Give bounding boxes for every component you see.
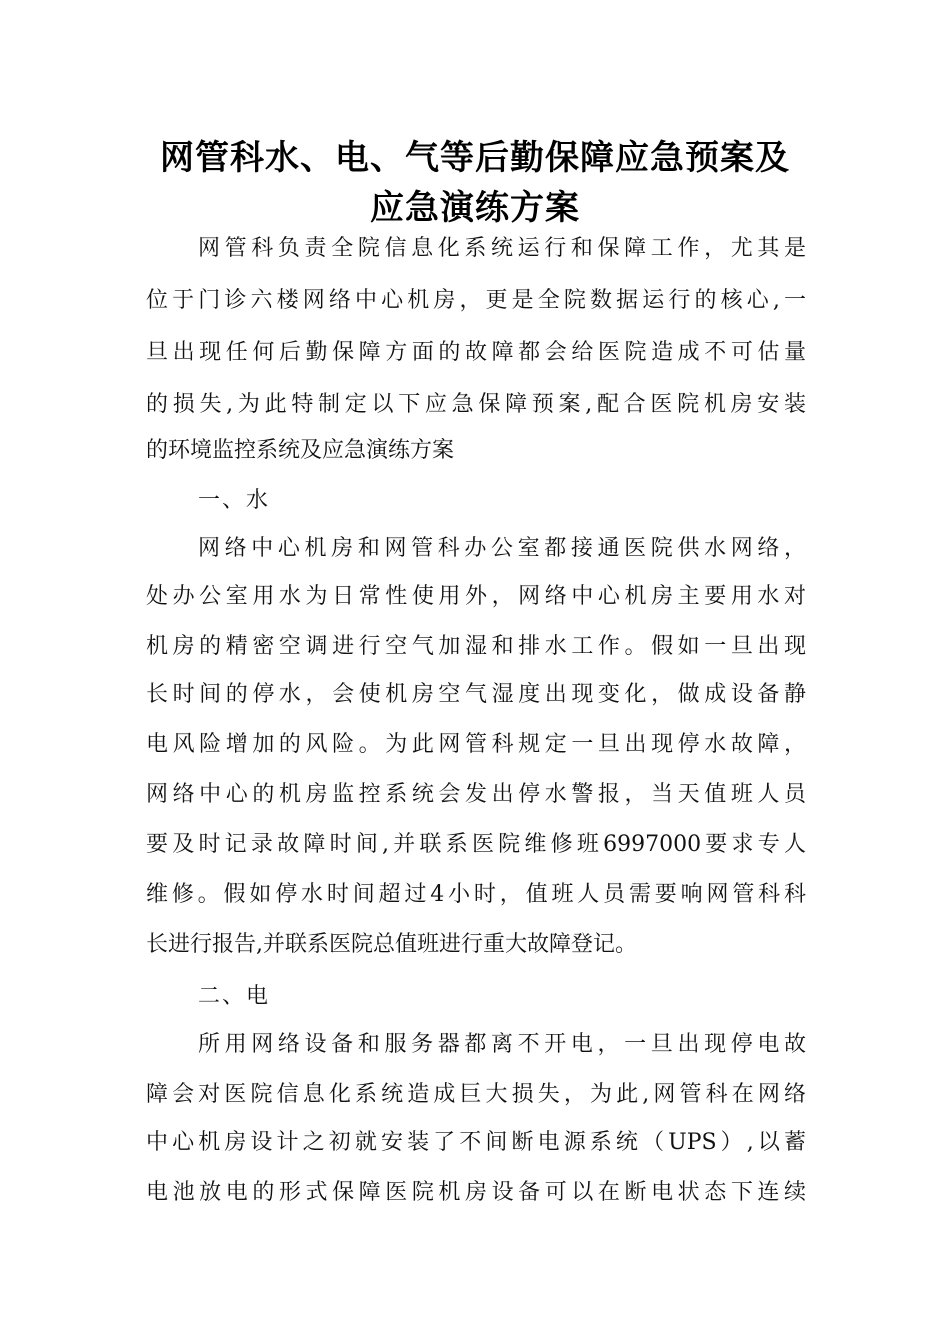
section1-line: 网络中心的机房监控系统会发出停水警报，当天值班人员 bbox=[146, 782, 806, 807]
intro-line: 的环境监控系统及应急演练方案 bbox=[146, 438, 455, 463]
section1-line: 长时间的停水，会使机房空气湿度出现变化，做成设备静 bbox=[146, 682, 806, 707]
section2-line: 电池放电的形式保障医院机房设备可以在断电状态下连续 bbox=[146, 1180, 806, 1205]
section1-line: 要及时记录故障时间,并联系医院维修班6997000要求专人 bbox=[146, 832, 806, 857]
section-heading-electricity: 二、电 bbox=[198, 984, 271, 1009]
intro-line: 位于门诊六楼网络中心机房，更是全院数据运行的核心,一 bbox=[146, 288, 806, 313]
document-title-line-2: 应急演练方案 bbox=[370, 188, 580, 228]
intro-line: 旦出现任何后勤保障方面的故障都会给医院造成不可估量 bbox=[146, 340, 806, 365]
section-heading-water: 一、水 bbox=[198, 488, 271, 513]
section2-line: 中心机房设计之初就安装了不间断电源系统（UPS）,以蓄 bbox=[146, 1130, 806, 1155]
section2-line: 所用网络设备和服务器都离不开电，一旦出现停电故 bbox=[198, 1032, 806, 1057]
document-title-line-1: 网管科水、电、气等后勤保障应急预案及 bbox=[160, 138, 790, 178]
section1-line: 处办公室用水为日常性使用外，网络中心机房主要用水对 bbox=[146, 584, 806, 609]
intro-line: 的损失,为此特制定以下应急保障预案,配合医院机房安装 bbox=[146, 392, 806, 417]
section1-line: 网络中心机房和网管科办公室都接通医院供水网络， bbox=[198, 536, 806, 561]
section1-line: 机房的精密空调进行空气加湿和排水工作。假如一旦出现 bbox=[146, 634, 806, 659]
section1-line: 长进行报告,并联系医院总值班进行重大故障登记。 bbox=[146, 932, 637, 957]
section1-line: 电风险增加的风险。为此网管科规定一旦出现停水故障， bbox=[146, 732, 806, 757]
section1-line: 维修。假如停水时间超过4小时，值班人员需要响网管科科 bbox=[146, 882, 806, 907]
section2-line: 障会对医院信息化系统造成巨大损失，为此,网管科在网络 bbox=[146, 1082, 806, 1107]
intro-line: 网管科负责全院信息化系统运行和保障工作，尤其是 bbox=[198, 236, 806, 261]
